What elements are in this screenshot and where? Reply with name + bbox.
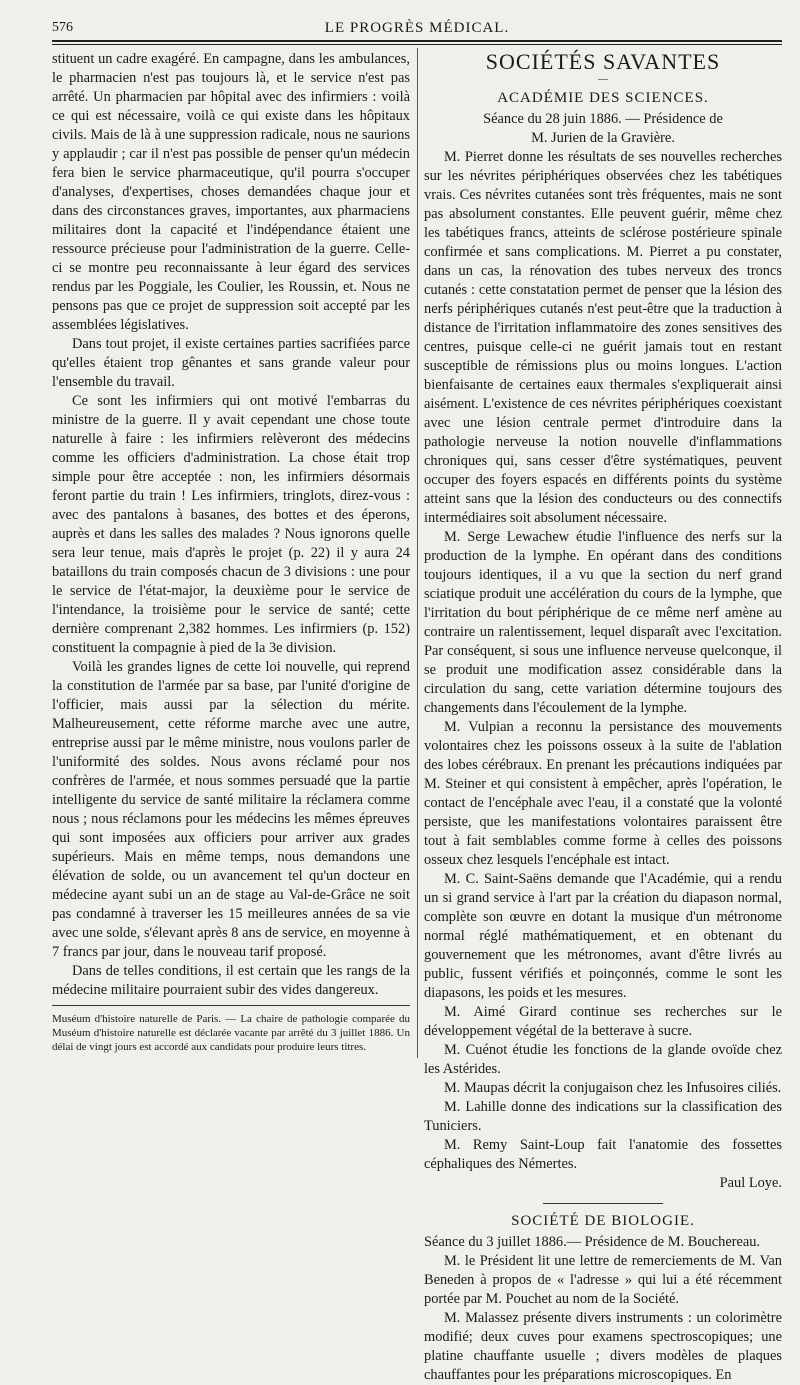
academie-paragraph-1: M. Pierret donne les résultats de ses nouvelles recherches sur les névrites périphériques observées chez les tabétiques vrais. Ces névrites cutanées sont très fréquentes, mais ne sont pas absolument constantes. Elle peuvent guérir, même chez les tabétiques francs, atteints de sclérose postérieure spinale confirmée et sans complications. M. Pierret a pu constater, dans un cas, la rénovation des tubes nerveux des troncs cutanés : cette constatation permet de penser que la lésion des nerfs périphériques cutanés n'est peut-être que la traduction à distance de l'irritation inflammatoire des zones sensitives des centres, puisque celle-ci ne guérit jamais tout en restant susceptible de rémissions plus ou moins longues. L'action bienfaisante de certaines eaux thermales s'expliquerait ainsi aisément. L'existence de ces névrites périphériques coexistant avec une lésion centrale permet d'introduire dans la pathologie nerveuse la notion nouvelle d'inflammations chroniques qui, sans cesser d'être systématiques, peuvent occuper des foyers espacés en différents points du système atteint sans que la lésion des conducteurs ou des connectifs intermédiaires soit absolument nécessaire. [424, 149, 782, 526]
academie-paragraph-4: M. C. Saint-Saëns demande que l'Académie, qui a rendu un si grand service à l'art par la création du diapason normal, complète son œuvre en dotant la musique d'un métronome normal réglé mathématiquement, et en obtenant du gouvernement que les métronomes, avant d'être livrés au public, fussent vérifiés et poinçonnés, comme le sont les diapasons, les poids et les mesures. [424, 871, 782, 1001]
section-title: SOCIÉTÉS SAVANTES [485, 49, 721, 74]
biologie-seance: Séance du 3 juillet 1886.— Présidence de M. Bouchereau. [424, 1234, 761, 1250]
page-number: 576 [52, 20, 73, 35]
academie-paragraph-5: M. Aimé Girard continue ses recherches sur le développement végétal de la betterave à sucre. [424, 1004, 782, 1039]
biologie-paragraph-2: M. Malassez présente divers instruments : un colorimètre modifié; deux cuves pour examens spectroscopiques; une platine chauffante usuelle ; divers modèles de plaques chauffantes pour les préparations microscopiques. En [424, 1310, 782, 1383]
academie-paragraph-6: M. Cuénot étudie les fonctions de la glande ovoïde chez les Astérides. [424, 1042, 782, 1077]
left-paragraph-3: Ce sont les infirmiers qui ont motivé l'embarras du ministre de la guerre. Il y avait cependant une chose toute naturelle à faire : les infirmiers relèveront des médecins comme les officiers d'administration. La chose était trop simple pour être acceptée : non, les infirmiers désormais feront partie du train ! Les infirmiers, tringlots, direz-vous : avec des pantalons à basanes, des bottes et des éperons, auprès et dans les salles des malades ? Nous ignorons quelle sera leur tenue, mais d'après le projet (p. 22) il y aura 24 bataillons du train composés chacun de 3 divisions : une pour le service de l'état-major, la deuxième pour le service de l'intendance, la troisième pour le service de santé; cette dernière comprenant 2,382 hommes. Les infirmiers (p. 152) constituent la compagnie à pied de la 3e division. [52, 393, 410, 656]
header-rule-thin [52, 44, 782, 45]
biologie-heading: SOCIÉTÉ DE BIOLOGIE. [511, 1213, 695, 1229]
footnote: Muséum d'histoire naturelle de Paris. — La chaire de pathologie comparée du Muséum d'histoire naturelle est déclarée vacante par arrêté du 3 juillet 1886. Un délai de vingt jours est accordé aux candidats pour produire leurs titres. [52, 1013, 410, 1053]
signature: Paul Loye. [719, 1175, 782, 1191]
academie-heading: ACADÉMIE DES SCIENCES. [497, 90, 709, 106]
right-column [424, 50, 782, 1385]
left-paragraph-1: stituent un cadre exagéré. En campagne, dans les ambulances, le pharmacien n'est pas toujours là, et le service n'est pas arrêté. Un pharmacien par hôpital avec des infirmiers : voilà ce qui est nécessaire, voilà ce qui existe dans les hôpitaux civils. Mais de là à une suppression radicale, nous ne saurions y applaudir ; car il n'est pas possible de penser qu'un médecin fera bien le service pharmaceutique, qu'il pourra s'occuper d'analyses, d'expertises, choses demandées chaque jour et dans des circonstances graves, importantes, aux pharmaciens militaires dont la capacité et l'indépendance étaient une ressource précieuse pour l'administration de la guerre. Celle-ci se montre peu reconnaissante à leur égard des services rendus par les Poggiale, les Coulier, les Roussin, et. Nous ne pensons pas que ce projet de suppression soit accepté par les assemblées législatives. [52, 51, 410, 333]
academie-seance-line2: M. Jurien de la Gravière. [531, 130, 675, 146]
biologie-paragraph-1: M. le Président lit une lettre de remerciements de M. Van Beneden à propos de « l'adresse » qui lui a été récemment portée par M. Pouchet au nom de la Société. [424, 1253, 782, 1307]
academie-seance-line1: Séance du 28 juin 1886. — Présidence de [483, 111, 723, 127]
left-column [52, 50, 410, 1000]
footnote-rule [52, 1005, 410, 1006]
academie-paragraph-8: M. Lahille donne des indications sur la classification des Tuniciers. [424, 1099, 782, 1134]
header-rule [52, 40, 782, 42]
column-divider [417, 48, 418, 1058]
left-paragraph-4: Voilà les grandes lignes de cette loi nouvelle, qui reprend la constitution de l'armée par sa base, par l'unité d'origine de l'officier, mais aussi par la sélection du mérite. Malheureusement, cette réforme marche avec une autre, entreprise aussi par le même ministre, nous voulons parler de l'uniformité des soldes. Nous avons réclamé pour nos confrères de l'armée, et nous sommes persuadé que la partie intelligente du service de santé militaire la réclamera comme nous ; nous réclamons pour les médecins les mêmes épreuves qui sont imposées aux officiers pour arriver aux grades supérieurs. Mais en même temps, nous demandons une élévation de solde, ou un avancement tel qu'un docteur en médecine ayant subi un an de stage au Val-de-Grâce ne soit pas condamné à traverser les 15 meilleures années de sa vie avec une solde, s'élevant après 8 ans de service, en moyenne à 7 francs par jour, dans le nouveau tarif proposé. [52, 659, 410, 960]
academie-paragraph-7: M. Maupas décrit la conjugaison chez les Infusoires ciliés. [444, 1080, 782, 1096]
section-rule [543, 1203, 663, 1204]
academie-paragraph-3: M. Vulpian a reconnu la persistance des mouvements volontaires chez les poissons osseux à la suite de l'ablation des lobes cérébraux. En prenant les précautions indiquées par M. Steiner et qui consistent à empêcher, après l'opération, le contact de l'encéphale avec l'eau, il a constaté que la volonté persiste, que les manifestations volontaires paraissent être tout à fait semblables comme forme à celles des poissons osseux chez lesquels l'encéphale est intact. [424, 719, 782, 868]
left-paragraph-5: Dans de telles conditions, il est certain que les rangs de la médecine militaire pourraient subir des vides dangereux. [52, 963, 410, 998]
journal-title: LE PROGRÈS MÉDICAL. [324, 20, 510, 36]
left-paragraph-2: Dans tout projet, il existe certaines parties sacrifiées parce qu'elles étaient trop gênantes et sans grande valeur pour l'ensemble du travail. [52, 336, 410, 390]
title-dash: — [598, 74, 608, 85]
academie-paragraph-2: M. Serge Lewachew étudie l'influence des nerfs sur la production de la lymphe. En opérant dans des conditions toujours identiques, il a vu que la section du nerf grand sciatique produit une accélération du cours de la lymphe, que l'irritation du bout périphérique de ce même nerf amène au contraire un ralentissement, lequel disparaît avec l'excitation. Par conséquent, si sous une influence nerveuse quelconque, il se produit une modification assez considérable dans la circulation du sang, cette variation détermine toujours des changements dans l'écoulement de la lymphe. [424, 529, 782, 716]
page-header [52, 20, 782, 42]
academie-paragraph-9: M. Remy Saint-Loup fait l'anatomie des fossettes céphaliques des Némertes. [424, 1137, 782, 1172]
